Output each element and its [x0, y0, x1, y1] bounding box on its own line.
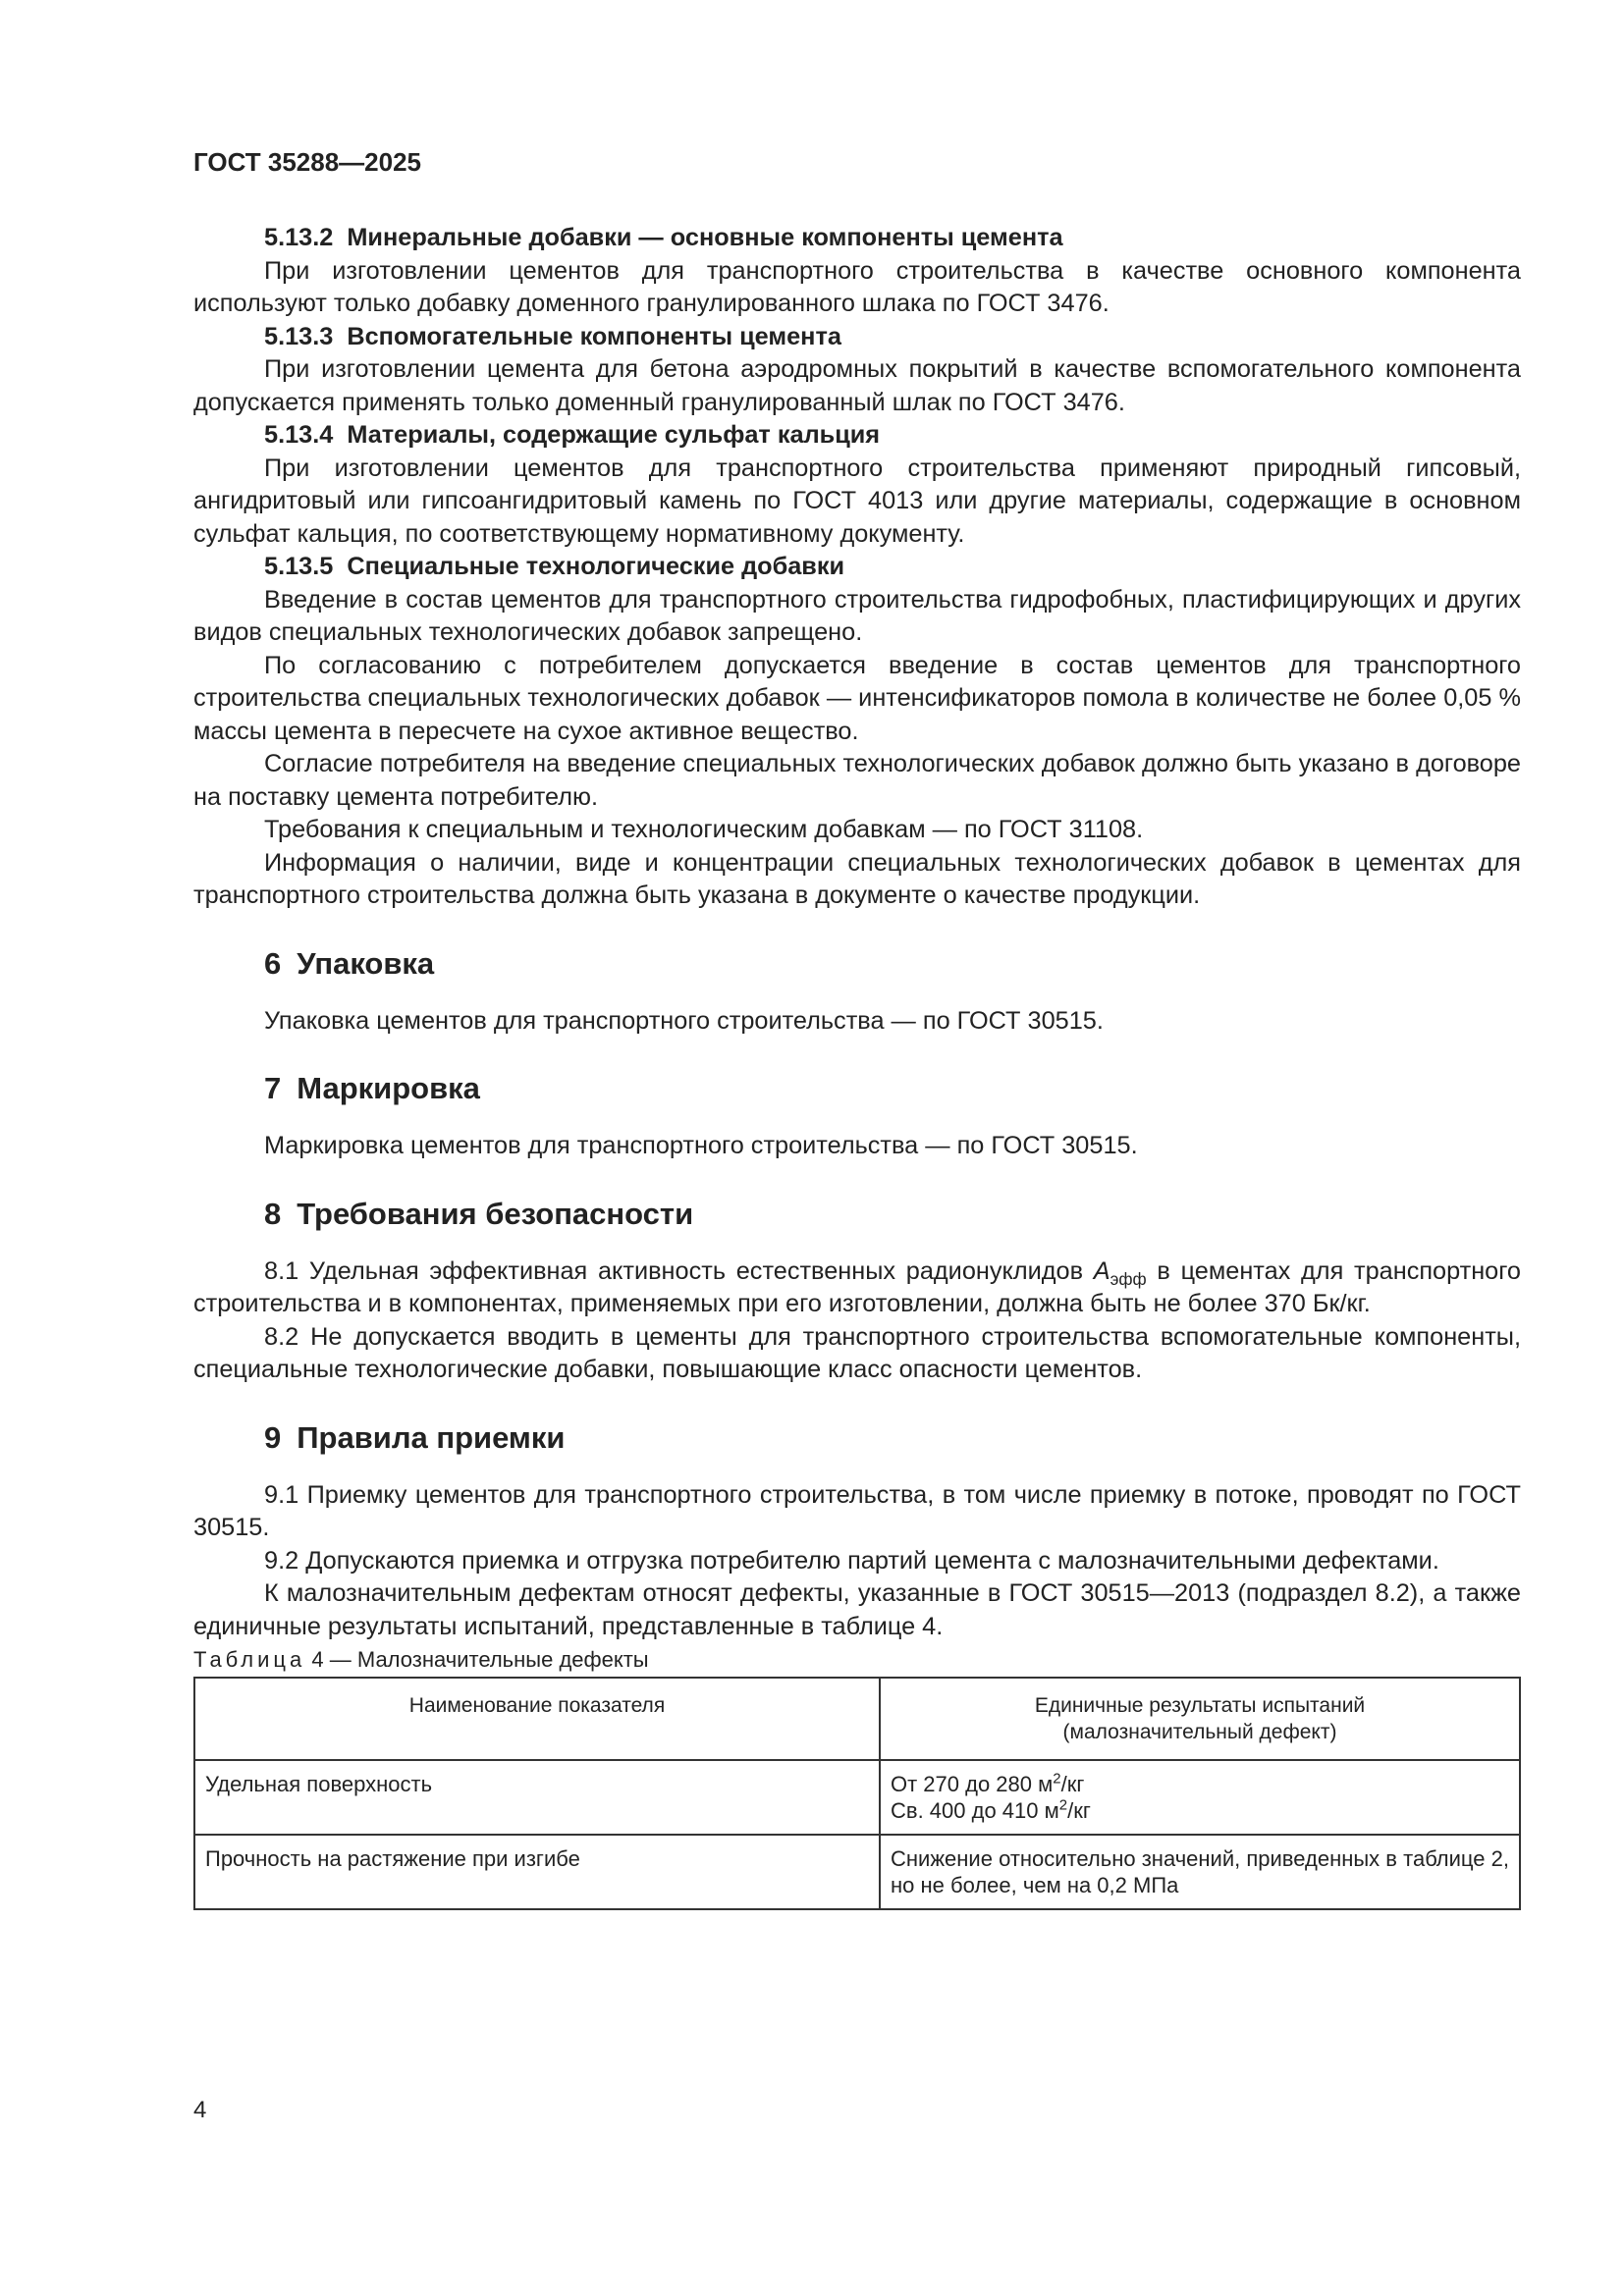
defects-table [193, 1677, 1521, 1910]
paragraph: При изготовлении цемента для бетона аэродромных покрытий в качестве вспомогательного компонента допускается применять только доменный гранулированный шлак по ГОСТ 3476. [193, 355, 1521, 416]
subsection-title: Материалы, содержащие сульфат кальция [347, 421, 881, 449]
clause-text: Не допускается вводить в цементы для транспортного строительства вспомогательные компоненты, специальные технологические добавки, повышающие класс опасности цементов. [193, 1322, 1522, 1383]
section-title: Маркировка [297, 1071, 480, 1105]
column-header-results [880, 1678, 1520, 1760]
column-header-line: (малозначительный дефект) [1062, 1720, 1337, 1743]
paragraph: Маркировка цементов для транспортного строительства — по ГОСТ 30515. [264, 1132, 1138, 1159]
clause-text: Допускаются приемка и отгрузка потребителю партий цемента с малозначительными дефектами. [305, 1546, 1439, 1575]
section-number: 6 [264, 945, 282, 981]
paragraph: Согласие потребителя на введение специальных технологических добавок должно быть указано в договоре на поставку цемента потребителю. [193, 750, 1521, 811]
result-unit: /кг [1060, 1771, 1085, 1796]
result-text: От 270 до 280 м [891, 1771, 1054, 1796]
table-caption-title: — Малозначительные дефекты [329, 1647, 649, 1672]
paragraph: Введение в состав цементов для транспортного строительства гидрофобных, пластифицирующих и других видов специальных технологических добавок запрещено. [193, 585, 1521, 646]
page-number: 4 [193, 2097, 207, 2123]
subsection-number: 5.13.3 [264, 322, 334, 350]
paragraph: При изготовлении цементов для транспортного строительства применяют природный гипсовый, ангидритовый или гипсоангидритовый камень по ГОСТ 4013 или другие материалы, содержащие в основном сульфат кальция, по соответствующему нормативному документу. [193, 454, 1521, 548]
result-unit: /кг [1067, 1797, 1091, 1823]
subsection-number: 5.13.2 [264, 224, 334, 251]
clause-text: Удельная эффективная активность естественных радионуклидов [308, 1256, 1084, 1285]
column-header-indicator: Наименование показателя [194, 1678, 880, 1760]
section-number: 7 [264, 1071, 282, 1105]
subsection-number: 5.13.5 [264, 553, 334, 580]
section-number: 8 [264, 1196, 282, 1231]
paragraph-9-2 [193, 1545, 1521, 1578]
subsection-title: Минеральные добавки — основные компоненты цемента [347, 224, 1063, 251]
paragraph: Информация о наличии, виде и концентрации специальных технологических добавок в цементах для транспортного строительства должна быть указана в документе о качестве продукции. [193, 848, 1521, 909]
clause-number: 9.1 [264, 1480, 299, 1509]
clause-text: Приемку цементов для транспортного строительства, в том числе приемку в потоке, проводят по ГОСТ 30515. [193, 1480, 1521, 1541]
result-line [891, 1797, 1509, 1824]
subsection-5-13-5-heading [193, 551, 1521, 584]
clause-number: 8.1 [264, 1256, 299, 1285]
paragraph: По согласованию с потребителем допускается введение в состав цементов для транспортного строительства специальных технологических добавок — интенсификаторов помола в количестве не более 0,05 % массы цемента в пересчете на сухое активное вещество. [193, 651, 1521, 745]
section-9-heading [193, 1418, 1521, 1458]
table-caption-number: 4 [311, 1647, 324, 1672]
section-title: Правила приемки [297, 1419, 566, 1455]
paragraph: При изготовлении цементов для транспортного строительства в качестве основного компонента используют только добавку доменного гранулированного шлака по ГОСТ 3476. [193, 256, 1521, 317]
table-cell-indicator: Удельная поверхность [194, 1760, 880, 1835]
table-cell-result [880, 1760, 1520, 1835]
subsection-title: Специальные технологические добавки [347, 553, 845, 580]
paragraph-9-1 [193, 1479, 1521, 1545]
paragraph: К малозначительным дефектам относят дефекты, указанные в ГОСТ 30515—2013 (подраздел 8.2), а также единичные результаты испытаний, представленные в таблице 4. [193, 1579, 1521, 1640]
activity-subscript: эфф [1110, 1268, 1147, 1289]
clause-number: 9.2 [264, 1546, 299, 1575]
section-number: 9 [264, 1419, 282, 1455]
table-cell-result: Снижение относительно значений, приведенных в таблице 2, но не более, чем на 0,2 МПа [880, 1835, 1520, 1909]
table-caption [193, 1643, 1521, 1677]
subsection-title: Вспомогательные компоненты цемента [347, 322, 841, 350]
section-7-heading [193, 1069, 1521, 1108]
clause-number: 8.2 [264, 1322, 299, 1351]
table-header-row [194, 1678, 1520, 1760]
table-row [194, 1835, 1520, 1909]
table-row [194, 1760, 1520, 1835]
subsection-5-13-3-heading [193, 321, 1521, 354]
table-caption-label: Таблица [193, 1647, 306, 1672]
column-header-line: Единичные результаты испытаний [1034, 1693, 1366, 1717]
result-text: Св. 400 до 410 м [891, 1797, 1059, 1823]
document-body [193, 222, 1521, 1910]
subsection-5-13-2-heading [193, 222, 1521, 255]
clause-text: в цементах для транспортного строительства и в компонентах, применяемых при его изготовлении, должна быть не более 370 Бк/кг. [193, 1256, 1521, 1317]
paragraph: Упаковка цементов для транспортного строительства — по ГОСТ 30515. [264, 1006, 1104, 1035]
section-title: Упаковка [297, 945, 435, 981]
section-6-heading [193, 944, 1521, 984]
activity-symbol: A [1093, 1256, 1110, 1285]
subsection-5-13-4-heading [193, 419, 1521, 453]
paragraph: Требования к специальным и технологическим добавкам — по ГОСТ 31108. [264, 816, 1144, 843]
result-line [891, 1771, 1509, 1797]
subsection-number: 5.13.4 [264, 421, 334, 449]
section-title: Требования безопасности [297, 1196, 694, 1231]
unit-superscript: 2 [1053, 1770, 1061, 1788]
unit-superscript: 2 [1058, 1796, 1068, 1814]
paragraph-8-1 [193, 1255, 1521, 1321]
paragraph-8-2 [193, 1321, 1521, 1387]
document-code-header: ГОСТ 35288—2025 [193, 147, 421, 177]
table-cell-indicator: Прочность на растяжение при изгибе [194, 1835, 880, 1909]
section-8-heading [193, 1195, 1521, 1234]
